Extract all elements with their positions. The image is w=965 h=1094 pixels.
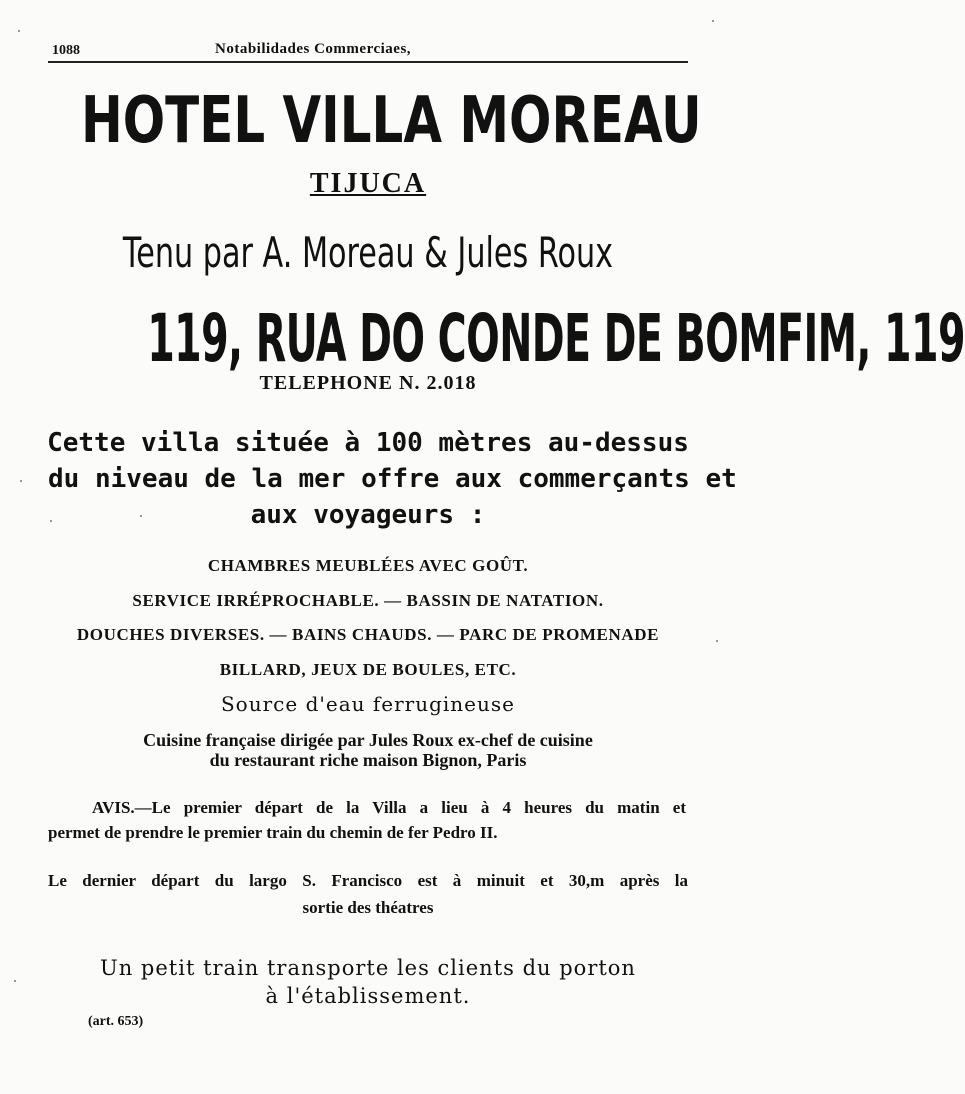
- feature-line: SERVICE IRRÉPROCHABLE. — BASSIN DE NATATION.: [132, 591, 604, 610]
- paper-speck: [18, 30, 20, 32]
- ad-reference: (art. 653): [88, 1014, 144, 1029]
- district: TIJUCA: [309, 168, 427, 199]
- cuisine-line: Cuisine française dirigée par Jules Roux ex-chef de cuisine: [143, 730, 593, 750]
- train-line: à l'établissement.: [265, 984, 471, 1008]
- paper-speck: [712, 20, 714, 22]
- paper-speck: [716, 640, 718, 642]
- paper-speck: [140, 515, 142, 517]
- intro-line: aux voyageurs :: [250, 500, 486, 530]
- feature-line: DOUCHES DIVERSES. — BAINS CHAUDS. — PARC DE PROMENADE: [76, 625, 660, 644]
- telephone: TELEPHONE N. 2.018: [259, 372, 477, 394]
- intro-line: du niveau de la mer offre aux commerçants et: [48, 464, 737, 494]
- running-head: Notabilidades Commerciaes,: [215, 41, 412, 57]
- address: 119, RUA DO CONDE DE BOMFIM, 119: [147, 300, 965, 377]
- header-rule: [48, 61, 688, 63]
- page-number: 1088: [52, 43, 80, 58]
- feature-line: CHAMBRES MEUBLÉES AVEC GOÛT.: [207, 556, 529, 575]
- mineral-source: Source d'eau ferrugineuse: [220, 692, 515, 716]
- feature-line: BILLARD, JEUX DE BOULES, ETC.: [219, 660, 517, 679]
- avis-line: permet de prendre le premier train du chemin de fer Pedro II.: [48, 823, 498, 842]
- departure-line: Le dernier départ du largo S. Francisco est à minuit et 30,m après la: [48, 871, 688, 890]
- paper-speck: [50, 520, 52, 522]
- intro-line: Cette villa située à 100 mètres au-dessus: [47, 428, 689, 458]
- paper-speck: [14, 980, 16, 982]
- avis-line: AVIS.—Le premier départ de la Villa a lieu à 4 heures du matin et: [92, 798, 686, 817]
- paper-speck: [20, 480, 22, 482]
- train-line: Un petit train transporte les clients du porton: [100, 956, 636, 980]
- proprietors: Tenu par A. Moreau & Jules Roux: [122, 228, 614, 277]
- cuisine-line: du restaurant riche maison Bignon, Paris: [209, 750, 527, 770]
- hotel-name: HOTEL VILLA MOREAU: [80, 84, 702, 158]
- departure-line: sortie des théatres: [302, 898, 434, 917]
